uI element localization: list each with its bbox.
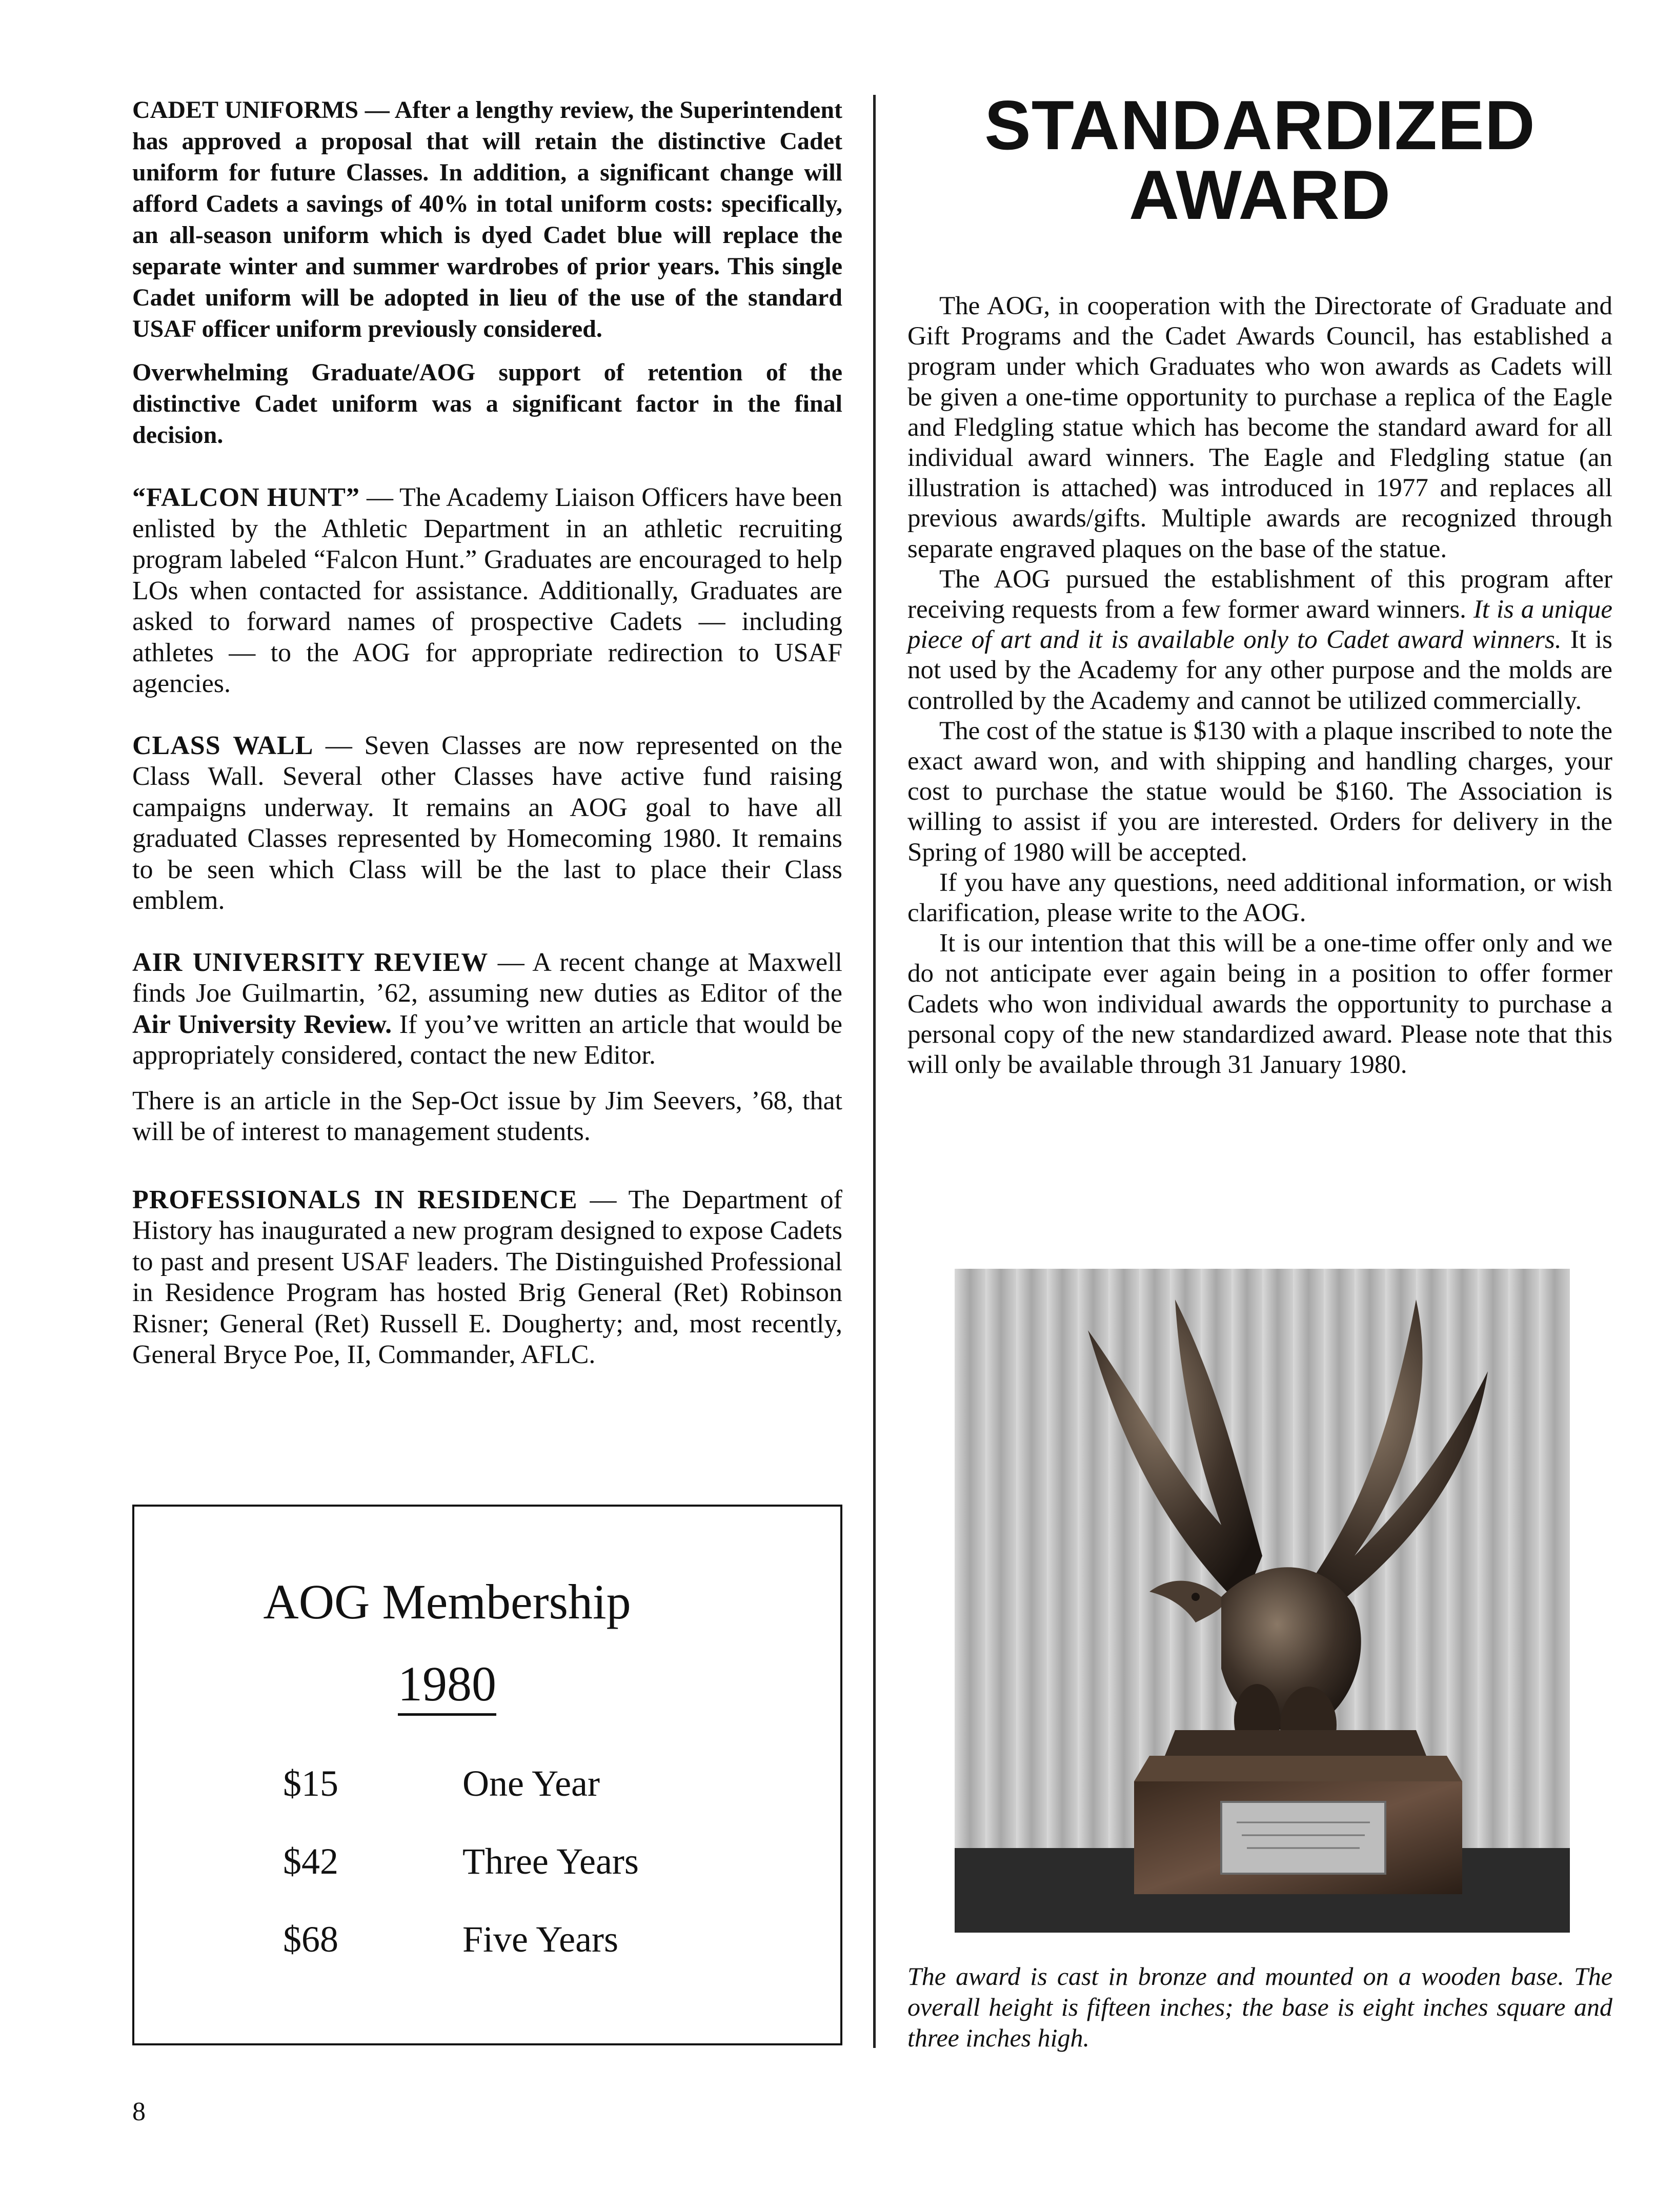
rate-term: Three Years — [462, 1841, 639, 1882]
professionals-paragraph: PROFESSIONALS IN RESIDENCE — The Department of History has inaugurated a new program designed to expose Cadets to past and present USAF leaders. The Distinguished Professional in Residence Program has hosted Brig General (Ret) Robinson Risner; General (Ret) Russell E. Dougherty; and, most recently, General Bryce Poe, II, Commander, AFLC. — [132, 1185, 842, 1369]
membership-title: AOG Membership — [263, 1574, 631, 1629]
award-italic-note: It is a unique piece of art and it is available only to Cadet award winners. — [907, 595, 1612, 655]
cadet-uniforms-paragraph: CADET UNIFORMS — After a lengthy review, the Superintendent has approved a proposal that will retain the distinctive Cadet uniform for future Classes. In addition, a significant change will afford Cadets a savings of 40% in total uniform costs: specifically, an all-season uniform which is dyed Cadet blue will replace the separate winter and summer wardrobes of prior years. This single Cadet uniform will be adopted in lieu of the use of the standard USAF officer uniform previously considered. — [132, 96, 842, 342]
page-number: 8 — [132, 2097, 146, 2126]
column-divider — [873, 95, 876, 2048]
membership-year: 1980 — [134, 1658, 760, 1710]
professionals-heading: PROFESSIONALS IN RESIDENCE — [132, 1185, 578, 1214]
rate-amount: $15 — [283, 1763, 338, 1804]
rate-term: Five Years — [462, 1919, 619, 1960]
rate-term: One Year — [462, 1763, 600, 1804]
air-university-review-paragraph: AIR UNIVERSITY REVIEW — A recent change at Maxwell finds Joe Guilmartin, ’62, assuming new duties as Editor of the Air University Review. If you’ve written an article that would be appropriately considered, contact the new Editor. — [132, 947, 842, 1070]
air-university-review-heading: AIR UNIVERSITY REVIEW — [132, 947, 489, 977]
membership-box — [132, 1505, 842, 2045]
award-paragraph-3: The cost of the statue is $130 with a plaque inscribed to note the exact award won, and with shipping and handling charges, your cost to purchase the statue would be $160. The Association is willing to assist if you are interested. Orders for delivery in the Spring of 1980 will be accepted. — [907, 716, 1612, 867]
falcon-hunt-paragraph: “FALCON HUNT” — The Academy Liaison Officers have been enlisted by the Athletic Department in an athletic recruiting program labeled “Falcon Hunt.” Graduates are encouraged to help LOs when contacted for assistance. Additionally, Graduates are asked to forward names of prospective Cadets — including athletes — to the AOG for appropriate redirection to USAF agencies. — [132, 483, 842, 698]
seevers-article-paragraph: There is an article in the Sep-Oct issue by Jim Seevers, ’68, that will be of interest to management students. — [132, 1086, 842, 1146]
award-paragraph-1: The AOG, in cooperation with the Directorate of Graduate and Gift Programs and the Cadet Awards Council, has established a program under which Graduates who won awards as Cadets will be given a one-time opportunity to purchase a replica of the Eagle and Fledgling statue which has become the standard award for all individual award winners. The Eagle and Fledgling statue (an illustration is attached) was introduced in 1977 and replaces all previous awards/gifts. Multiple awards are recognized through separate engraved plaques on the base of the statue. — [907, 292, 1612, 563]
right-column — [907, 87, 1612, 1080]
review-title: Air University Review. — [132, 1009, 392, 1039]
eagle-statue-photo — [955, 1269, 1570, 1933]
uniform-support-paragraph: Overwhelming Graduate/AOG support of retention of the distinctive Cadet uniform was a significant factor in the final decision. — [132, 359, 842, 449]
photo-caption: The award is cast in bronze and mounted on a wooden base. The overall height is fifteen inches; the base is eight inches square and three inches high. — [907, 1962, 1612, 2052]
award-paragraph-5: It is our intention that this will be a one-time offer only and we do not anticipate ever again being in a position to offer former Cadets who won individual awards the opportunity to purchase a personal copy of the new standardized award. Please note that this will only be available through 31 January 1980. — [907, 929, 1612, 1080]
class-wall-heading: CLASS WALL — [132, 730, 314, 760]
cadet-uniforms-heading: CADET UNIFORMS — [132, 96, 359, 124]
award-paragraph-4: If you have any questions, need additional information, or wish clarification, please write to the AOG. — [907, 868, 1612, 928]
rate-amount: $68 — [283, 1919, 338, 1960]
falcon-hunt-heading: “FALCON HUNT” — [132, 483, 360, 512]
award-paragraph-2: The AOG pursued the establishment of this program after receiving requests from a few former award winners. It is a unique piece of art and it is available only to Cadet award winners. It is not used by the Academy for any other purpose and the molds are controlled by the Academy and cannot be utilized commercially. — [907, 564, 1613, 715]
left-column — [132, 87, 842, 1371]
rate-amount: $42 — [283, 1841, 338, 1882]
class-wall-paragraph: CLASS WALL — Seven Classes are now represented on the Class Wall. Several other Classes have active fund raising campaigns underway. It remains an AOG goal to have all graduated Classes represented by Homecoming 1980. It remains to be seen which Class will be the last to place their Class emblem. — [132, 730, 842, 915]
headline: STANDARDIZED AWARD — [984, 86, 1536, 234]
